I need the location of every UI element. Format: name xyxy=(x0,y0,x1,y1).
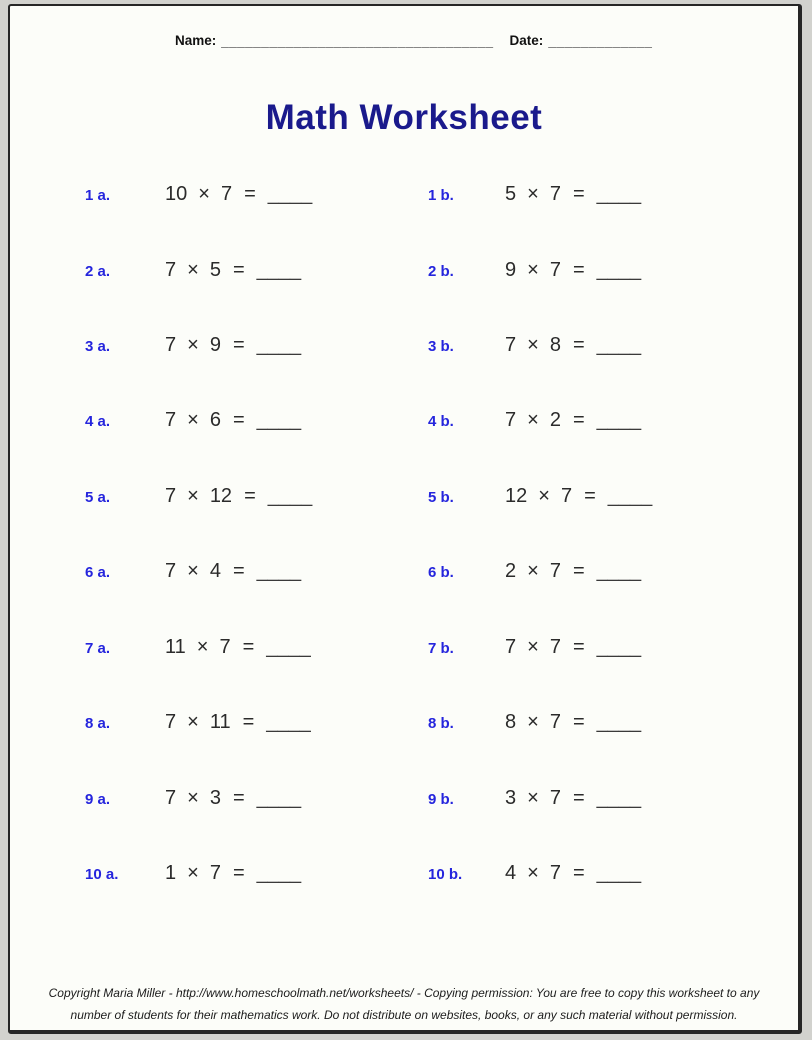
factor-2: 6 xyxy=(209,409,221,431)
problem-row-6 xyxy=(10,557,798,589)
answer-blank: ____ xyxy=(267,183,313,205)
problem-row-4 xyxy=(10,406,798,438)
times-sign: × xyxy=(187,787,199,809)
problem-number-label: 5 b. xyxy=(428,489,454,506)
problem-number-label: 5 a. xyxy=(85,489,111,506)
answer-blank: ____ xyxy=(256,862,302,884)
equals-sign: = xyxy=(232,787,245,809)
equals-sign: = xyxy=(232,334,245,356)
name-blank-line: __________________________________ xyxy=(221,33,494,48)
answer-blank: ____ xyxy=(256,787,302,809)
problem-number-label: 1 b. xyxy=(428,187,454,204)
answer-blank: ____ xyxy=(256,560,302,582)
name-label: Name: xyxy=(175,33,217,48)
factor-1: 7 xyxy=(505,334,517,356)
answer-blank: ____ xyxy=(266,636,311,658)
equals-sign: = xyxy=(572,862,585,884)
problem-number-label: 4 b. xyxy=(428,413,454,430)
answer-blank: ____ xyxy=(596,636,642,658)
problem-9b xyxy=(428,784,641,814)
problem-row-10 xyxy=(10,859,798,891)
factor-2: 7 xyxy=(549,183,561,205)
equals-sign: = xyxy=(572,259,585,281)
name-date-row xyxy=(175,33,652,48)
factor-1: 7 xyxy=(165,787,177,809)
equals-sign: = xyxy=(572,183,585,205)
answer-blank: ____ xyxy=(256,259,302,281)
equals-sign: = xyxy=(232,409,245,431)
problem-10a xyxy=(85,859,301,889)
problem-number-label: 2 b. xyxy=(428,263,454,280)
problem-number-label: 7 a. xyxy=(85,640,111,657)
factor-1: 7 xyxy=(165,259,177,281)
problem-number-label: 10 b. xyxy=(428,866,463,883)
answer-blank: ____ xyxy=(596,183,642,205)
answer-blank: ____ xyxy=(266,711,311,733)
problem-6a xyxy=(85,557,301,587)
factor-1: 3 xyxy=(505,787,517,809)
times-sign: × xyxy=(527,711,539,733)
problem-row-2 xyxy=(10,256,798,288)
problem-number-label: 10 a. xyxy=(85,866,119,883)
problem-9a xyxy=(85,784,301,814)
problem-row-1 xyxy=(10,180,798,212)
equals-sign: = xyxy=(242,711,255,733)
factor-2: 5 xyxy=(209,259,221,281)
problem-number-label: 6 a. xyxy=(85,564,111,581)
problem-8a xyxy=(85,708,311,738)
problem-5a xyxy=(85,482,312,512)
problem-4a xyxy=(85,406,301,436)
factor-2: 11 xyxy=(209,711,231,733)
answer-blank: ____ xyxy=(267,485,313,507)
times-sign: × xyxy=(187,485,199,507)
equals-sign: = xyxy=(232,560,245,582)
factor-2: 7 xyxy=(549,862,561,884)
equals-sign: = xyxy=(244,183,256,205)
factor-1: 7 xyxy=(505,636,517,658)
factor-1: 7 xyxy=(165,334,177,356)
equals-sign: = xyxy=(572,409,585,431)
problem-number-label: 1 a. xyxy=(85,187,111,204)
problem-1a xyxy=(85,180,312,210)
times-sign: × xyxy=(187,259,199,281)
times-sign: × xyxy=(527,787,539,809)
copyright-line-2: number of students for their mathematics work. Do not distribute on websites, books, or any such material without permission. xyxy=(70,1008,738,1022)
factor-1: 7 xyxy=(165,560,177,582)
equals-sign: = xyxy=(572,560,585,582)
factor-1: 7 xyxy=(165,485,177,507)
problem-number-label: 9 b. xyxy=(428,791,454,808)
times-sign: × xyxy=(187,862,199,884)
factor-1: 11 xyxy=(165,636,186,658)
equals-sign: = xyxy=(232,259,245,281)
times-sign: × xyxy=(198,183,210,205)
answer-blank: ____ xyxy=(256,334,302,356)
equals-sign: = xyxy=(572,636,585,658)
factor-2: 12 xyxy=(209,485,233,507)
factor-1: 5 xyxy=(505,183,517,205)
factor-2: 8 xyxy=(549,334,561,356)
date-label: Date: xyxy=(509,33,544,48)
times-sign: × xyxy=(527,862,539,884)
problem-7b xyxy=(428,633,641,663)
factor-2: 7 xyxy=(549,259,561,281)
problem-row-7 xyxy=(10,633,798,665)
problem-number-label: 2 a. xyxy=(85,263,111,280)
copyright-notice xyxy=(24,982,784,1026)
times-sign: × xyxy=(187,560,199,582)
answer-blank: ____ xyxy=(607,485,653,507)
problem-row-9 xyxy=(10,784,798,816)
factor-1: 2 xyxy=(505,560,517,582)
equals-sign: = xyxy=(584,485,596,507)
factor-2: 9 xyxy=(209,334,221,356)
factor-2: 7 xyxy=(549,636,561,658)
answer-blank: ____ xyxy=(596,711,642,733)
factor-2: 7 xyxy=(549,787,561,809)
equals-sign: = xyxy=(572,711,585,733)
factor-1: 1 xyxy=(165,862,177,884)
times-sign: × xyxy=(538,485,550,507)
times-sign: × xyxy=(196,636,209,658)
problem-number-label: 9 a. xyxy=(85,791,111,808)
equals-sign: = xyxy=(232,862,245,884)
problem-1b xyxy=(428,180,641,210)
times-sign: × xyxy=(527,560,539,582)
answer-blank: ____ xyxy=(596,862,642,884)
problem-3a xyxy=(85,331,301,361)
problem-5b xyxy=(428,482,652,512)
date-blank-line: _____________ xyxy=(548,33,653,48)
answer-blank: ____ xyxy=(596,334,642,356)
equals-sign: = xyxy=(242,636,255,658)
factor-1: 12 xyxy=(505,485,528,507)
problem-2b xyxy=(428,256,641,286)
problem-8b xyxy=(428,708,641,738)
factor-1: 7 xyxy=(165,711,177,733)
times-sign: × xyxy=(187,711,199,733)
answer-blank: ____ xyxy=(256,409,302,431)
answer-blank: ____ xyxy=(596,409,642,431)
factor-2: 7 xyxy=(209,862,221,884)
factor-1: 8 xyxy=(505,711,517,733)
factor-2: 7 xyxy=(560,485,573,507)
times-sign: × xyxy=(187,409,199,431)
problem-number-label: 8 b. xyxy=(428,715,454,732)
copyright-line-1: Copyright Maria Miller - http://www.homeschoolmath.net/worksheets/ - Copying permission: You are free to copy this worksheet to any xyxy=(48,986,760,1000)
times-sign: × xyxy=(527,636,539,658)
worksheet-title: Math Worksheet xyxy=(265,98,543,137)
factor-2: 7 xyxy=(549,711,561,733)
factor-2: 7 xyxy=(549,560,561,582)
factor-1: 10 xyxy=(165,183,188,205)
problem-number-label: 3 a. xyxy=(85,338,111,355)
times-sign: × xyxy=(527,183,539,205)
factor-2: 7 xyxy=(219,636,231,658)
problem-10b xyxy=(428,859,641,889)
problem-number-label: 6 b. xyxy=(428,564,454,581)
worksheet-page xyxy=(8,4,802,1034)
problem-number-label: 8 a. xyxy=(85,715,111,732)
problem-row-8 xyxy=(10,708,798,740)
factor-2: 3 xyxy=(209,787,221,809)
factor-1: 7 xyxy=(505,409,517,431)
problem-row-5 xyxy=(10,482,798,514)
answer-blank: ____ xyxy=(596,560,642,582)
equals-sign: = xyxy=(572,334,585,356)
problem-row-3 xyxy=(10,331,798,363)
factor-2: 4 xyxy=(209,560,221,582)
problem-3b xyxy=(428,331,641,361)
problem-4b xyxy=(428,406,641,436)
problem-number-label: 4 a. xyxy=(85,413,111,430)
equals-sign: = xyxy=(572,787,585,809)
problem-2a xyxy=(85,256,301,286)
answer-blank: ____ xyxy=(596,787,642,809)
factor-2: 2 xyxy=(549,409,561,431)
times-sign: × xyxy=(527,334,539,356)
factor-1: 4 xyxy=(505,862,517,884)
equals-sign: = xyxy=(244,485,256,507)
problem-number-label: 3 b. xyxy=(428,338,454,355)
problem-6b xyxy=(428,557,641,587)
factor-1: 7 xyxy=(165,409,177,431)
problem-number-label: 7 b. xyxy=(428,640,454,657)
times-sign: × xyxy=(527,259,539,281)
times-sign: × xyxy=(527,409,539,431)
times-sign: × xyxy=(187,334,199,356)
problem-7a xyxy=(85,633,311,663)
factor-2: 7 xyxy=(220,183,233,205)
answer-blank: ____ xyxy=(596,259,642,281)
factor-1: 9 xyxy=(505,259,517,281)
